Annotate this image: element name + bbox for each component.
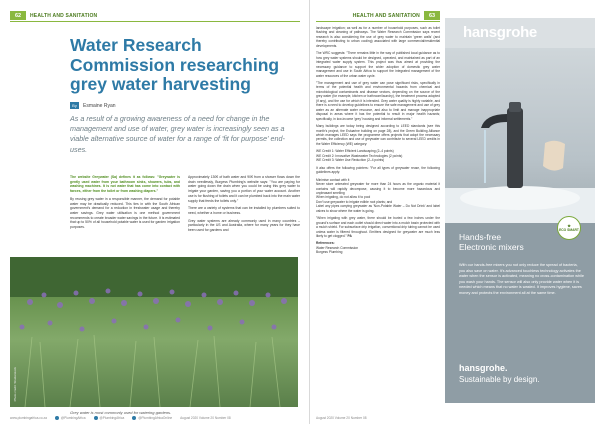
- credit-list: [316, 149, 440, 162]
- page-number: 63: [424, 11, 440, 20]
- right-page-header: [316, 10, 440, 21]
- ad-headline-line-2: Electronic mixers: [459, 242, 524, 252]
- twitter-handle: @PlumbingAfrica: [60, 416, 86, 420]
- body-paragraph: landscape irrigation; as well as for a number of household purposes, such as toilet flushing and cleaning of pathways. The Water Research Commission says recent research is also considering the use of grey water to maintain 'green walls' (and thereby contributing to urban cooling) associated with large commercial/residential developments.: [316, 26, 440, 48]
- body-paragraph: The WRC suggests: "There remains little in the way of published local guidance as to how grey water systems should be designed, operated, and maintained as part of an integrated water supply system. This project was thus aimed at providing the necessary guidance to support the wider adoption of domestic grey water management and use in South Africa to support the integrated management of the water resources of the urban water cycle.: [316, 51, 440, 78]
- body-paragraph: "The management and use of grey water can pose significant risks, specifically in terms of the potential health and environmental hazards from chemical and microbiological contaminants and disease vectors, depending on the source of the grey water (for example, kitchen or bathroom/laundry), the treatment process adopted (if any), and the use for which it is intended. Grey water quality is highly variable, and there is a need to develop guidelines to ensure the safe management and use of grey water as an alternate water resource, and also to limit and manage inappropriate disposal in areas where it has the potential to result in major health hazards; specifically, in low-income 'grey' housing and informal settlements.": [316, 80, 440, 121]
- right-column: [316, 26, 440, 258]
- closing-paragraph: "When irrigating with grey water, there should be buried a few inches under the ground's surface and each outlet should direct water into a mulch basin protected with a mulch shield. For subsurface drip irrigation, conventional drip tubing cannot be used unless water is filtered throughout. Emitters designed for greywater are much less likely to get clogged.": [316, 216, 440, 239]
- footer-website[interactable]: www.plumbingafrica.co.za: [10, 416, 47, 421]
- twitter-icon: [55, 416, 59, 420]
- guideline-item: When irrigating, do not allow it to pool: [316, 195, 371, 200]
- left-page-header: [10, 10, 101, 21]
- body-paragraph: Many buildings are today being designed according to LEED standards (see this month's project, the Estuarine building on page 28), and the Green Building Alliance which manages LEED says the programme offers projects that adopt the necessary permits, the collection and use of greywater can contribute to several LEED credits in the Water Efficiency (WE) category:: [316, 124, 440, 146]
- body-paragraph: [316, 216, 440, 238]
- facebook-icon: [94, 416, 98, 420]
- body-paragraph: Approximately 130€ of bath water and 90€ from a shower flows down the drain needlessly, Burgess Plumbing's website says: "You are paying for water going down the drain when you could be using this grey water to irrigate your garden, saving you a portion of your water account. Another use is for flushing of toilets and it can be plumbed back into the main water supply that feeds the toilets only.": [188, 175, 300, 203]
- body-paragraph: By reusing grey water in a responsible manner, the demand for potable water may be drastically reduced. This ties in with the South African government's demand for a reduction in freshwater usage and thereby water savings. Grey water utilisation is one method government recommends to create broader water savings in the future. It is estimated that up to 50% of all household potable water is used for garden irrigation purposes.: [70, 196, 180, 230]
- photo-credit: Photo credit: Shutterstock: [13, 366, 17, 401]
- ad-brand-name: hansgrohe.: [459, 363, 508, 373]
- body-paragraph: There are a variety of systems that can be installed by plumbers suited to need, whether a home or business.: [188, 206, 300, 215]
- eco-smart-badge: [557, 216, 581, 240]
- left-column-1: [70, 175, 180, 233]
- guideline-item: Don't use greywater to irrigate edible root plants; and: [316, 199, 393, 204]
- ad-headline: [459, 232, 524, 252]
- ad-body-text: With our hands-free mixers you not only reduce the spread of bacteria, you also save on water. It's advanced touchless technology activates the water when the sensor is activated, meaning no cross-contamination while you wash your hands. The sensor will also only provide water when it is needed which means that no water is wasted. It improves hygiene, saves money and protects the environment all at the same time.: [459, 263, 584, 295]
- footer-issue: August 2020 Volume 20 Number 08: [316, 416, 367, 420]
- hansgrohe-advert[interactable]: [445, 18, 595, 403]
- reference-item: Burgess Plumbing: [316, 250, 343, 255]
- footer-twitter[interactable]: [55, 416, 86, 420]
- hansgrohe-logo: hansgrohe: [463, 24, 537, 41]
- linkedin-icon: [132, 416, 136, 420]
- guideline-item: Label any pipes carrying greywater as 'Non-Potable Water – Do Not Drink' and label valves to show where the water is going.: [316, 204, 440, 213]
- right-footer: [316, 416, 367, 420]
- credit-item: WE Credit 1: Water Efficient Landscaping (2–4 points): [316, 149, 394, 154]
- garden-photo-illustration: [10, 257, 298, 407]
- left-footer: [10, 416, 231, 420]
- header-rule: [316, 21, 440, 22]
- photo-caption: Grey water is most commonly used for watering gardens.: [70, 410, 172, 415]
- eco-badge-label: ECO SMART: [559, 228, 579, 232]
- credit-item: WE Credit 3: Water Use Reduction (2–4 points): [316, 158, 385, 163]
- right-page: [310, 0, 600, 424]
- footer-issue: August 2020 Volume 20 Number 08: [180, 416, 231, 421]
- references-label: References:: [316, 241, 335, 246]
- guideline-list: [316, 178, 440, 214]
- references: [316, 241, 440, 254]
- ad-headline-line-1: Hands-free: [459, 232, 502, 242]
- byline: [70, 102, 116, 109]
- facebook-handle: @PlumbingAfrica: [99, 416, 125, 420]
- ad-slogan: Sustainable by design.: [459, 375, 540, 384]
- reference-item: Water Research Commission: [316, 245, 359, 250]
- header-rule: [10, 21, 300, 22]
- left-column-2: [188, 175, 300, 236]
- body-paragraph: It also offers the following pointers: "For all types of greywater reuse, the following guidelines apply:: [316, 165, 440, 175]
- ad-mixer-photo: [445, 48, 595, 233]
- article-intro: As a result of a growing awareness of a need for change in the management and use of water, grey water is increasingly seen as a viable alternative source of water for a range of 'fit for purpose' end-uses.: [70, 114, 285, 154]
- body-paragraph: Grey water systems are already commonly used in many countries – particularly in the US and Australia, where for many years for they have been used for gardens and: [188, 218, 300, 233]
- end-mark: PA: [347, 234, 352, 239]
- byline-badge: By: [70, 102, 79, 109]
- article-title: Water Research Commission researching grey water harvesting: [70, 35, 280, 94]
- faucet-illustration: [445, 48, 595, 233]
- author-name: Esmaine Ryan: [83, 102, 116, 109]
- footer-linkedin[interactable]: [132, 416, 172, 420]
- section-label: HEALTH AND SANITATION: [352, 12, 420, 19]
- lead-paragraph: The website Greywater (Sa) defines it as follows: "Greywater is gently used water from your bathroom sinks, showers, tubs, and washing machines. It is not water that has come into contact with faeces, either from the toilet or from washing diapers.": [70, 175, 180, 194]
- credit-item: WE Credit 2: Innovative Wastewater Technologies (2 points): [316, 153, 403, 158]
- guideline-item: Minimise contact with it: [316, 177, 350, 182]
- section-label: HEALTH AND SANITATION: [30, 12, 98, 19]
- garden-photo: [10, 257, 298, 407]
- footer-facebook[interactable]: [94, 416, 125, 420]
- page-number: 62: [10, 11, 26, 20]
- linkedin-handle: @PlumbingAfricaOnline: [138, 416, 173, 420]
- eco-leaf-icon: ❀: [567, 224, 571, 228]
- guideline-item: Never store untreated greywater for more than 24 hours as the organic material it contains will rapidly decompose, causing it to become more hazardous and unpleasant smelling: [316, 182, 440, 195]
